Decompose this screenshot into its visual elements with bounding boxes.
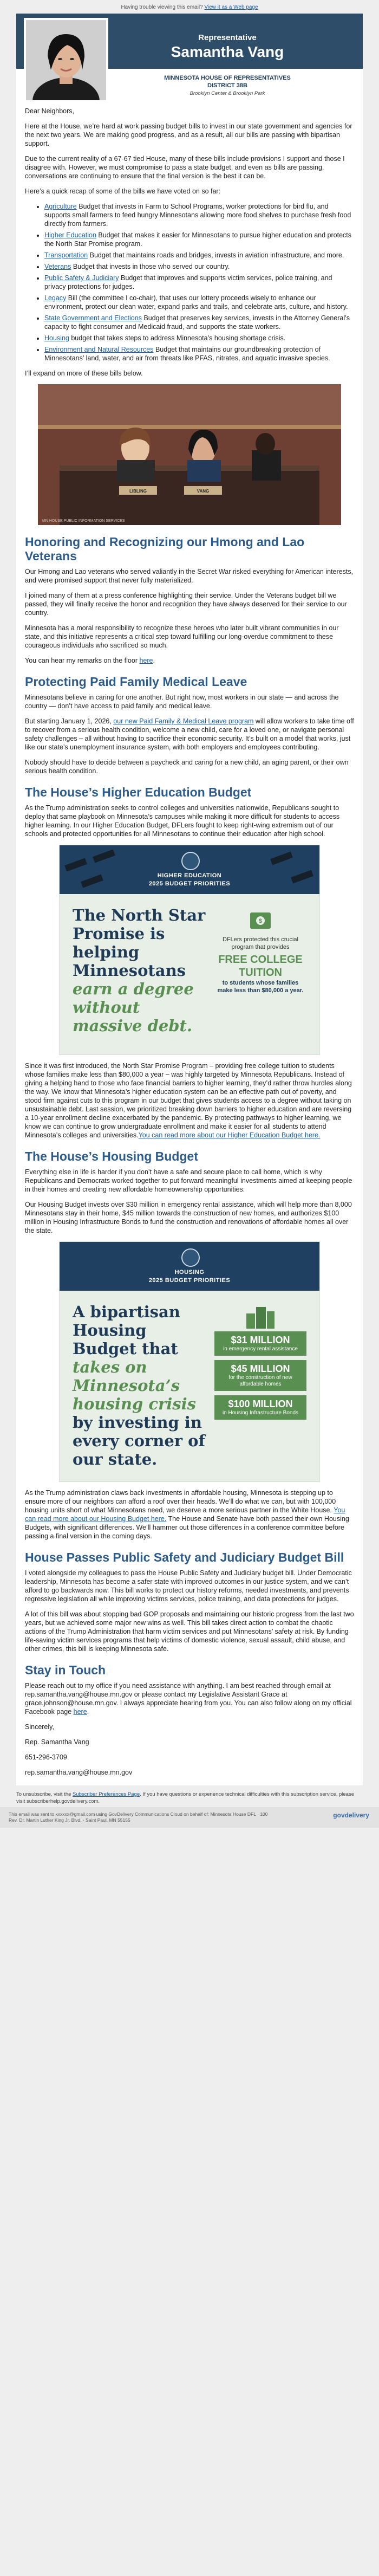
unsubscribe-text: To unsubscribe, visit the xyxy=(16,1791,73,1797)
pfml-paragraph-2 xyxy=(25,717,354,752)
headline-part-a: The North Star Promise is helping Minnesotans xyxy=(73,906,206,980)
list-item xyxy=(44,314,354,331)
public-safety-paragraph-2: A lot of this bill was about stopping bad GOP proposals and maintaining our historic progress from the last two years, but we achieved some major new wins as well. This bill takes direct action to combat the chaotic actions of the Trump Administration that harm victim services and put Minnesotans’ safety at risk. By funding life-saving victim services programs that help victims of domestic violence, sexual assault, child abuse, and other crimes, this bill is keeping Minnesota safe. xyxy=(25,1610,354,1653)
hmong-paragraph-3: Minnesota has a moral responsibility to recognize these heroes who later built vibrant communities in our state, and this initiative represents a critical step toward fulfilling our long-overdue commitment to these courageous individuals who sacrificed so much. xyxy=(25,624,339,649)
office-phone: 651-296-3709 xyxy=(25,1753,67,1761)
contact-end: . xyxy=(87,1708,89,1716)
bill-link-veterans[interactable]: Veterans xyxy=(44,263,71,270)
footer-bar xyxy=(0,1807,379,1828)
pfml-text-pre: But starting January 1, 2026, xyxy=(25,717,114,725)
free-tuition-label: FREE COLLEGE TUITION xyxy=(218,954,303,979)
bill-link-higher-education[interactable]: Higher Education xyxy=(44,231,96,239)
list-item xyxy=(44,345,354,363)
infographic-subtitle: 2025 BUDGET PRIORITIES xyxy=(148,1277,231,1284)
housing-paragraph-2: Our Housing Budget invests over $30 million in emergency rental assistance, which will help more than 8,000 Minnesotans stay in their home, $45 million towards the construction of new homes, and authorizes $100 million in Housing Infrastructure Bonds to fund the construction and renovations of affordable homes all over the state. xyxy=(25,1201,352,1234)
infographic-body xyxy=(60,894,319,1054)
facebook-page-link[interactable]: here xyxy=(73,1708,87,1716)
infographic-headline xyxy=(73,1303,208,1468)
stat-amount: $45 MILLION xyxy=(231,1363,290,1374)
intro-paragraph-2: Due to the current reality of a 67-67 tied House, many of these bills include provisions I support and those I disagree with. However, we must compromise to pass a state budget, and even as bills are passing, conversations are continuing to ensure that the final version is the best it can be. xyxy=(25,155,345,180)
floor-remarks-link[interactable]: here xyxy=(139,657,153,664)
public-safety-paragraph-1: I voted alongside my colleagues to pass the House Public Safety and Judiciary budget bill. Under Democratic leadership, Minnesota has become a safer state with improved outcomes in our justice system, and we can’t afford to go backwards now. This bill works to protect our history reforms, needed investments, and prevents regressive legislation all while improving victims services, police training, and data protections for judges. xyxy=(25,1569,352,1603)
higher-ed-infographic xyxy=(59,845,320,1055)
district-cities: Brooklyn Center & Brooklyn Park xyxy=(190,90,265,96)
remarks-end: . xyxy=(153,657,155,664)
bill-description: Budget that improves and supports victim services, police training, and privacy protections for judges. xyxy=(44,274,332,290)
stat-amount: $31 MILLION xyxy=(231,1335,290,1345)
pfml-paragraph-1: Minnesotans believe in caring for one another. But right now, most workers in our state — and across the country — don’t have access to paid family and medical leave. xyxy=(25,694,339,710)
stat-amount: $100 MILLION xyxy=(228,1399,293,1409)
bill-description: Budget that maintains our groundbreaking protection of Minnesotans’ land, water, and air from threats like PFAS, nitrates, and aquatic invasive species. xyxy=(44,346,330,362)
infographic-stats xyxy=(214,1305,306,1424)
subscriber-preferences-link[interactable]: Subscriber Preferences Page xyxy=(73,1791,140,1797)
higher-ed-paragraph-1: As the Trump administration seeks to control colleges and universities nationwide, Republicans sought to deploy that same playbook on Minnesota’s campuses while making it more difficult for students to access higher learning. In our Higher Education Budget, DFLers fought to keep right-wing extremism out of our schools and protected opportunities for all Minnesotans to continue their education after high school. xyxy=(25,804,340,838)
main-content xyxy=(16,100,363,1785)
housing-text-post: The House and Senate have both passed their own Housing Budgets, with significant differences. We’ll hammer out those differences in a conference committee before passing a final version in the coming days. xyxy=(25,1515,349,1540)
pfml-paragraph-3: Nobody should have to decide between a paycheck and caring for a new child, an aging parent, or their own serious health condition. xyxy=(25,759,349,775)
list-item xyxy=(44,202,354,228)
portrait-illustration xyxy=(26,20,106,100)
preheader xyxy=(0,0,379,14)
section-heading-public-safety: House Passes Public Safety and Judiciary Budget Bill xyxy=(25,1550,344,1564)
infographic-header xyxy=(60,845,319,894)
stat-rental-assistance xyxy=(214,1331,306,1356)
section-heading-stay-in-touch: Stay in Touch xyxy=(25,1663,106,1677)
stat-label: for the construction of new affordable homes xyxy=(228,1375,292,1387)
footer-sent-line: This email was sent to xxxxxx@gmail.com using GovDelivery Communications Cloud on behalf of: Minnesota House DFL · 100 xyxy=(9,1811,268,1817)
infographic-body xyxy=(60,1291,319,1481)
infographic-headline xyxy=(73,906,208,1035)
greeting: Dear Neighbors, xyxy=(25,107,75,115)
stat-infrastructure-bonds xyxy=(214,1395,306,1420)
svg-text:$: $ xyxy=(258,918,263,924)
list-item xyxy=(44,294,354,311)
bill-description: Bill (the committee I co-chair), that uses our lottery proceeds wisely to enhance our environment, protect our clean water, expand parks and trails, and celebrate arts, culture, and history. xyxy=(44,294,348,310)
money-icon xyxy=(248,908,273,933)
footer-address: Rev. Dr. Martin Luther King Jr. Blvd. · Saint Paul, MN 55155 xyxy=(9,1817,130,1823)
infographic-subtitle: 2025 BUDGET PRIORITIES xyxy=(148,881,231,887)
bill-link-legacy[interactable]: Legacy xyxy=(44,294,67,302)
headline-part-b: takes on Minnesota’s housing crisis xyxy=(73,1358,196,1413)
tuition-eligibility: to students whose families make less than $80,000 a year. xyxy=(217,980,304,994)
bill-description: Budget that makes it easier for Minnesotans to pursue higher education and protects the North Star Promise program. xyxy=(44,231,352,248)
header-banner xyxy=(16,14,363,100)
bill-description: Budget that preserves key services, invests in the Attorney General’s capacity to fight consumer and Medicaid fraud, and supports the state workers. xyxy=(44,314,350,331)
house-line2: DISTRICT 38B xyxy=(207,82,247,89)
bill-link-environment[interactable]: Environment and Natural Resources xyxy=(44,346,154,353)
pfml-text-post: will allow workers to take time off to recover from a serious health condition, welcome a new child, care for a loved one, or navigate personal safety challenges – all without having to sacrifice their economic security. It’s built on a model that works, just like our state’s unemployment insurance system, with both employers and employees contributing. xyxy=(25,717,354,751)
headline-part-b: earn a degree without massive debt. xyxy=(73,980,194,1035)
hmong-paragraph-4 xyxy=(25,656,354,665)
stat-new-homes xyxy=(214,1360,306,1391)
remarks-text: You can hear my remarks on the floor xyxy=(25,657,140,664)
infographic-title: HIGHER EDUCATION xyxy=(157,872,222,879)
expand-note: I’ll expand on more of these bills below. xyxy=(25,370,143,377)
representative-name: Samantha Vang xyxy=(171,43,284,60)
infographic-side xyxy=(214,908,306,994)
email-body xyxy=(16,14,363,1785)
buildings-icon xyxy=(244,1305,277,1329)
section-heading-hmong-veterans: Honoring and Recognizing our Hmong and Lao Veterans xyxy=(25,535,305,563)
higher-ed-budget-link[interactable]: You can read more about our Higher Education Budget here. xyxy=(138,1131,321,1139)
section-heading-paid-leave: Protecting Paid Family Medical Leave xyxy=(25,675,247,689)
house-floor-photo xyxy=(38,384,341,525)
representative-label: Representative xyxy=(198,33,257,42)
list-item xyxy=(44,274,354,291)
stay-paragraph xyxy=(25,1681,354,1716)
infographic-title: HOUSING xyxy=(174,1269,205,1276)
paid-leave-program-link[interactable]: our new Paid Family & Medical Leave program xyxy=(113,717,254,725)
housing-budget-link[interactable]: You can read more about our Housing Budget here. xyxy=(25,1506,345,1523)
higher-ed-text: Since it was first introduced, the North Star Promise Program – providing free college tuition to students whose families make less than $80,000 a year – was highly targeted by Minnesota Republicans. Instead of giving a helping hand to those who face financial barriers to higher learning, they’d rather throw hurdles along the way. We know that Minnesota’s higher education system can be an effective path out of poverty, and stood firm against cuts to this program in our budget that gives students access to a degree without taking on unsustainable debt. Last session, we prioritized breaking down barriers to higher education and are reversing a 10-year enrollment decline exacerbated by the pandemic. By protecting pathways to higher learning, we know we can continue to grow undergraduate enrollment and make it easier for all students to attend Minnesota’s colleges and universities. xyxy=(25,1062,352,1139)
govdelivery-logo[interactable]: govdelivery xyxy=(333,1811,369,1819)
view-web-page-link[interactable]: View it as a Web page xyxy=(204,4,258,10)
list-item xyxy=(44,231,354,248)
bill-description: budget that takes steps to address Minnesota’s housing shortage crisis. xyxy=(69,334,286,342)
housing-text-pre: As the Trump administration claws back investments in affordable housing, Minnesota is stepping up to ensure more of our neighbors can afford a roof over their heads. We’ll do what we can, but with 100,000 housing units short of what Minnesotans need, we deserve a more serious partner in the White House. xyxy=(25,1489,336,1514)
list-item xyxy=(44,262,354,271)
photo-watermark: MN HOUSE PUBLIC INFORMATION SERVICES xyxy=(42,519,125,523)
sincerely: Sincerely, xyxy=(25,1723,54,1731)
tuition-intro: DFLers protected this crucial program that provides xyxy=(223,936,298,950)
unsubscribe-help: . If you have questions or experience technical difficulties with this subscription service, please visit subscriberhelp.govdelivery.com. xyxy=(16,1791,354,1804)
bill-link-agriculture[interactable]: Agriculture xyxy=(44,203,77,210)
contact-text: Please reach out to my office if you need assistance with anything. I am best reached through email at rep.samantha.vang@house.mn.gov or please contact my Legislative Assistant Grace at grace.johnson@house.mn.gov. I always appreciate hearing from you. You can also follow along on my official Facebook page xyxy=(25,1682,352,1716)
housing-paragraph-1: Everything else in life is harder if you don’t have a safe and secure place to call home, which is why Republicans and Democrats worked together to put forward meaningful investments aimed at keeping people in their homes and creating new affordable homeownership opportunities. xyxy=(25,1168,352,1193)
housing-infographic xyxy=(59,1241,320,1482)
house-seal-icon xyxy=(181,1248,200,1267)
nameplate-right: VANG xyxy=(197,489,210,494)
headline-part-a: A bipartisan Housing Budget that xyxy=(73,1303,180,1358)
list-item xyxy=(44,334,354,342)
banner-title xyxy=(146,33,309,61)
house-line1: MINNESOTA HOUSE OF REPRESENTATIVES xyxy=(164,75,291,81)
stat-label: in Housing Infrastructure Bonds xyxy=(222,1410,299,1416)
bill-description: Budget that invests in those who served our country. xyxy=(71,263,230,270)
preheader-text: Having trouble viewing this email? xyxy=(121,4,203,10)
section-heading-higher-ed: The House’s Higher Education Budget xyxy=(25,785,252,799)
housing-paragraph-3 xyxy=(25,1488,354,1541)
bill-description: Budget that invests in Farm to School Programs, worker protections for bird flu, and supports small farmers to feed hungry Minnesotans allowing more food shelves to purchase fresh food directly from farmers. xyxy=(44,203,351,228)
floor-photo-illustration xyxy=(38,384,341,525)
bill-link-transportation[interactable]: Transportation xyxy=(44,251,88,259)
stat-label: in emergency rental assistance xyxy=(223,1346,298,1352)
intro-paragraph-3: Here’s a quick recap of some of the bills we have voted on so far: xyxy=(25,187,221,195)
infographic-header xyxy=(60,1242,319,1291)
section-heading-housing: The House’s Housing Budget xyxy=(25,1149,198,1163)
nameplate-left: LIBLING xyxy=(129,489,147,494)
headline-part-c: by investing in every corner of our state. xyxy=(73,1413,205,1468)
bill-list xyxy=(25,202,354,363)
list-item xyxy=(44,251,354,260)
bill-link-housing[interactable]: Housing xyxy=(44,334,69,342)
hmong-paragraph-1: Our Hmong and Lao veterans who served valiantly in the Secret War risked everything for American interests, and were promised support that never fully materialized. xyxy=(25,568,354,584)
house-name xyxy=(146,74,309,89)
signoff xyxy=(25,1723,354,1777)
bill-link-state-government[interactable]: State Government and Elections xyxy=(44,314,142,322)
hmong-paragraph-2: I joined many of them at a press conference highlighting their service. Under the Veterans budget bill we passed, they will finally receive the honor and recognition they have always deserved for their service to our country. xyxy=(25,592,347,617)
house-seal-icon xyxy=(181,852,200,870)
bill-description: Budget that maintains roads and bridges, invests in aviation infrastructure, and more. xyxy=(88,251,344,259)
bill-link-public-safety[interactable]: Public Safety & Judiciary xyxy=(44,274,119,282)
portrait-photo xyxy=(24,18,108,102)
higher-ed-paragraph-2 xyxy=(25,1062,354,1140)
intro-paragraph-1: Here at the House, we’re hard at work passing budget bills to invest in our state government and agencies for the next two years. We are making good progress, and as a result, all our bills are passing with bipartisan support. xyxy=(25,122,352,147)
signature-name: Rep. Samantha Vang xyxy=(25,1738,89,1746)
office-email: rep.samantha.vang@house.mn.gov xyxy=(25,1769,133,1776)
unsubscribe-note xyxy=(16,1785,363,1807)
